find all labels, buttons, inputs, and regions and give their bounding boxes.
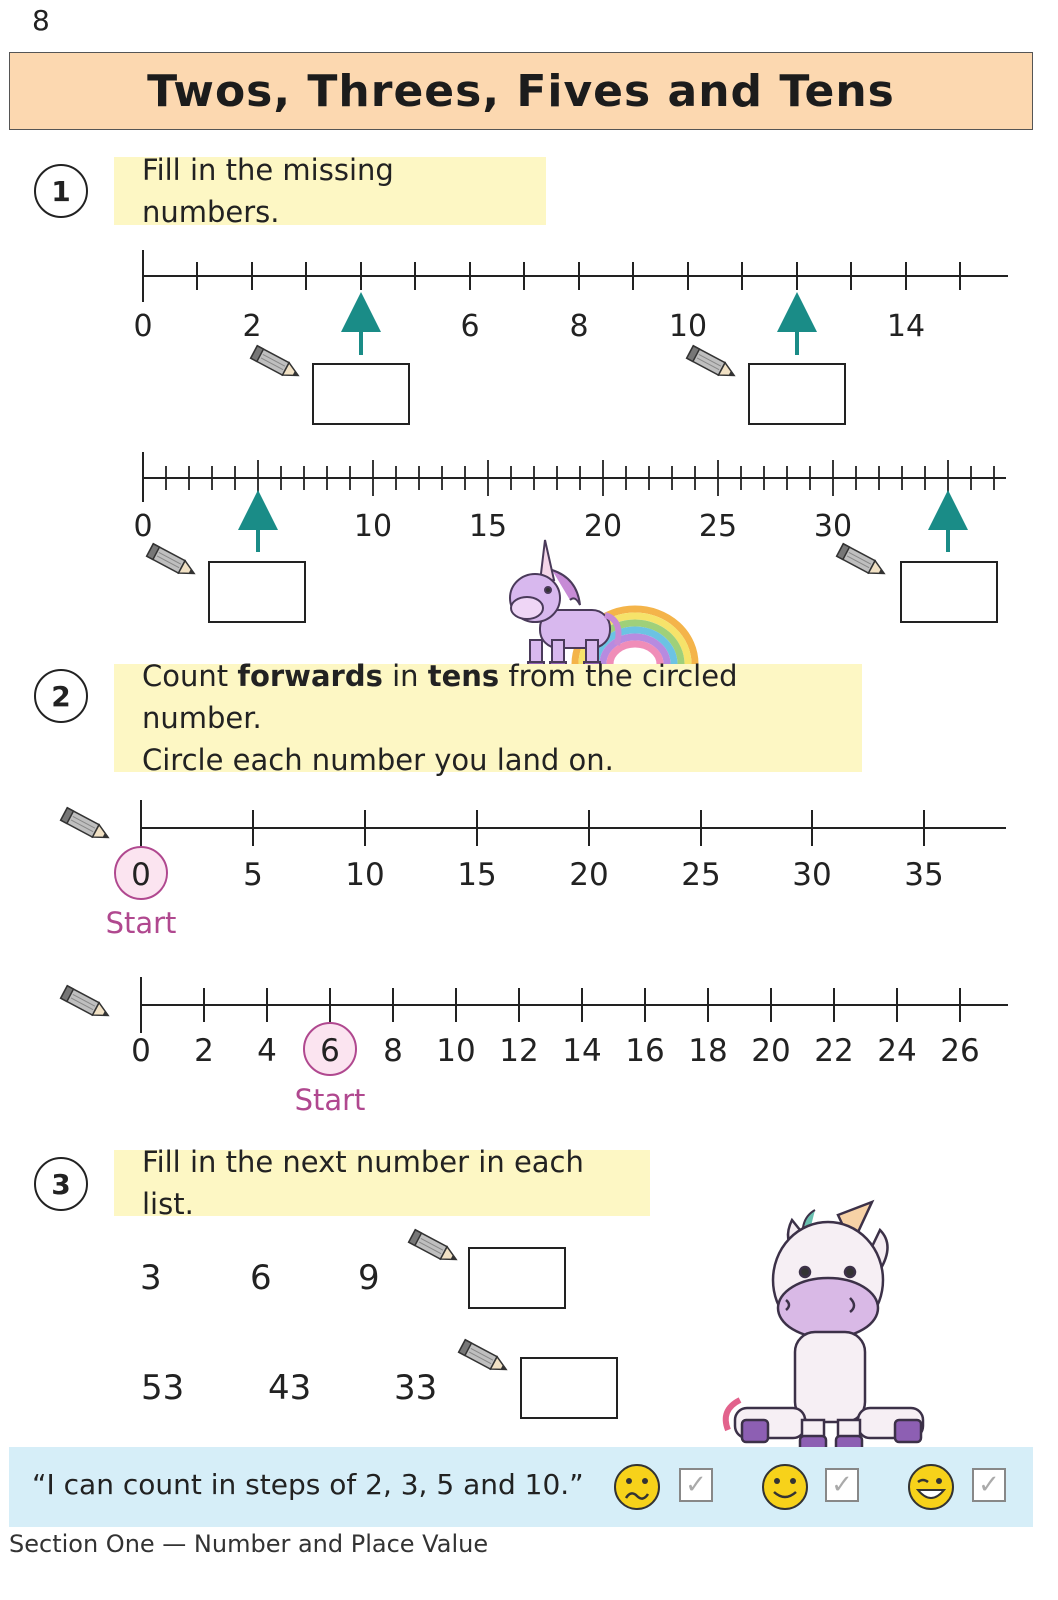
question-3-number: 3 xyxy=(34,1157,88,1211)
pencil-icon xyxy=(61,808,112,844)
question-3-instruction xyxy=(114,1145,650,1221)
q1-line-b-label: 15 xyxy=(468,509,508,544)
q2-line-a-label[interactable]: 0 xyxy=(131,857,151,893)
q2-line-a-label[interactable]: 20 xyxy=(569,857,609,893)
checkbox[interactable] xyxy=(679,1468,713,1502)
q2-line-b-label[interactable]: 14 xyxy=(562,1033,602,1069)
q2-line-b-label[interactable]: 22 xyxy=(814,1033,854,1069)
q2-line-a-label[interactable]: 10 xyxy=(345,857,385,893)
question-3-instruction-text: Fill in the next number in each list. xyxy=(142,1145,584,1221)
unicorn-large-illustration xyxy=(726,1202,923,1452)
pencil-icon xyxy=(147,544,198,580)
pencil-icon xyxy=(687,346,738,382)
smile-face-icon xyxy=(760,1462,810,1512)
answer-box[interactable] xyxy=(748,363,846,425)
wink-face-icon xyxy=(906,1462,956,1512)
checkmark-icon: ✓ xyxy=(978,1470,1000,1500)
answer-box[interactable] xyxy=(520,1357,618,1419)
question-2-instruction-line-2: Circle each number you land on. xyxy=(142,743,614,777)
q1-line-a-label: 0 xyxy=(133,309,153,344)
start-label: Start xyxy=(105,906,177,940)
pencil-icon xyxy=(61,986,112,1022)
sad-face-icon xyxy=(612,1462,662,1512)
pencil-icon xyxy=(837,544,888,580)
answer-box[interactable] xyxy=(900,561,998,623)
q1-line-a-label: 10 xyxy=(668,309,708,344)
q1-line-b-label: 20 xyxy=(583,509,623,544)
start-label: Start xyxy=(294,1083,366,1117)
q2-number-line-b xyxy=(131,977,1008,1117)
checkmark-icon: ✓ xyxy=(831,1470,853,1500)
q1-line-a-label: 8 xyxy=(569,309,589,344)
instruction-text: in xyxy=(382,659,428,693)
checkmark-icon: ✓ xyxy=(685,1470,707,1500)
q1-number-line-a xyxy=(133,250,1008,355)
q2-line-a-label[interactable]: 5 xyxy=(243,857,263,893)
section-footer: Section One — Number and Place Value xyxy=(9,1530,489,1558)
question-2-instruction-line-1 xyxy=(142,655,834,739)
q2-line-a-label[interactable]: 35 xyxy=(904,857,944,893)
q2-line-b-label[interactable]: 20 xyxy=(751,1033,791,1069)
instruction-bold-tens: tens xyxy=(427,659,500,693)
q2-line-b-label[interactable]: 0 xyxy=(131,1033,151,1069)
sequence-number: 53 xyxy=(141,1368,185,1408)
q1-number-line-b xyxy=(133,452,1006,552)
pencil-icon xyxy=(409,1230,460,1266)
question-2-number: 2 xyxy=(34,669,88,723)
answer-box[interactable] xyxy=(468,1247,566,1309)
q2-line-a-label[interactable]: 15 xyxy=(457,857,497,893)
sequence-number: 6 xyxy=(250,1258,272,1298)
q2-line-b-label[interactable]: 4 xyxy=(257,1033,277,1069)
page-number: 8 xyxy=(32,4,50,37)
answer-box[interactable] xyxy=(208,561,306,623)
pencil-icon xyxy=(251,346,302,382)
sequence-number: 43 xyxy=(268,1368,312,1408)
q2-line-a-label[interactable]: 30 xyxy=(792,857,832,893)
q2-line-b-label[interactable]: 18 xyxy=(688,1033,728,1069)
q2-line-a-label[interactable]: 25 xyxy=(681,857,721,893)
q2-line-b-label[interactable]: 2 xyxy=(194,1033,214,1069)
instruction-text: from the circled number. xyxy=(142,659,738,735)
q1-line-b-label: 30 xyxy=(813,509,853,544)
pencil-icon xyxy=(459,1340,510,1376)
q1-line-b-label: 0 xyxy=(133,509,153,544)
answer-box[interactable] xyxy=(312,363,410,425)
q2-line-b-label[interactable]: 26 xyxy=(940,1033,980,1069)
q2-line-b-label[interactable]: 12 xyxy=(499,1033,539,1069)
sequence-number: 33 xyxy=(394,1368,438,1408)
q1-line-a-label: 2 xyxy=(242,309,262,344)
sequence-number: 3 xyxy=(140,1258,162,1298)
checkbox[interactable] xyxy=(972,1468,1006,1502)
question-1-number: 1 xyxy=(34,164,88,218)
q2-line-b-label[interactable]: 8 xyxy=(383,1033,403,1069)
checkbox[interactable] xyxy=(825,1468,859,1502)
question-2-instruction xyxy=(114,659,862,777)
instruction-text: Count xyxy=(142,659,238,693)
q1-line-a-label: 6 xyxy=(460,309,480,344)
self-assessment-statement: “I can count in steps of 2, 3, 5 and 10.” xyxy=(32,1468,584,1501)
q2-number-line-a xyxy=(106,800,1006,940)
sequence-number: 9 xyxy=(358,1258,380,1298)
instruction-bold-forwards: forwards xyxy=(237,659,383,693)
q2-line-b-label[interactable]: 6 xyxy=(320,1033,340,1069)
q1-line-a-label: 14 xyxy=(886,309,926,344)
page-title: Twos, Threes, Fives and Tens xyxy=(147,65,895,117)
q2-line-b-label[interactable]: 10 xyxy=(436,1033,476,1069)
question-1-instruction-text: Fill in the missing numbers. xyxy=(142,153,394,229)
q2-line-b-label[interactable]: 24 xyxy=(877,1033,917,1069)
q1-line-b-label: 10 xyxy=(353,509,393,544)
q1-line-b-label: 25 xyxy=(698,509,738,544)
q2-line-b-label[interactable]: 16 xyxy=(625,1033,665,1069)
